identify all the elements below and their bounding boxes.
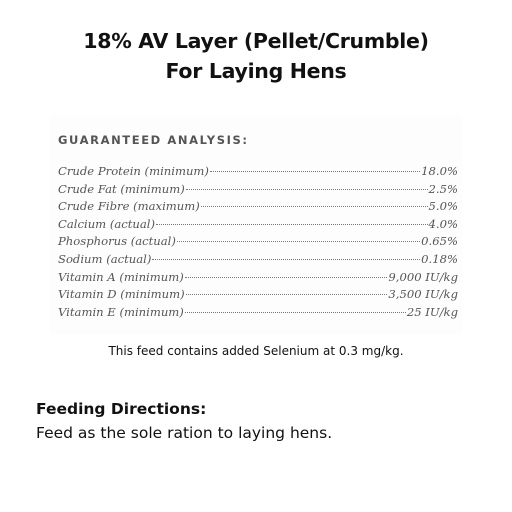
dot-leader [156,224,427,225]
dot-leader [152,259,420,260]
dot-leader [186,189,428,190]
nutrient-value: 25 IU/kg [406,304,458,319]
dot-leader [177,241,420,242]
feeding-directions-text: Feed as the sole ration to laying hens. [36,424,333,442]
feeding-directions-heading: Feeding Directions: [36,400,207,418]
nutrient-label: Crude Fat (minimum) [58,181,185,196]
nutrient-value: 4.0% [428,216,458,231]
analysis-row-vitamin-d [58,287,458,305]
nutrient-label: Crude Protein (minimum) [58,164,209,178]
analysis-row-phosphorus [58,234,458,252]
nutrient-label: Vitamin A (minimum) [58,269,184,284]
dot-leader [185,277,388,278]
analysis-row-crude-fat [58,182,458,200]
guaranteed-analysis-list [58,164,458,322]
dot-leader [186,294,388,295]
nutrient-value: 2.5% [428,181,458,196]
analysis-row-calcium [58,217,458,235]
dot-leader [201,206,428,207]
dot-leader [185,312,406,313]
nutrient-value: 3,500 IU/kg [388,287,458,302]
nutrient-value: 0.18% [421,251,458,266]
nutrient-value: 0.65% [421,234,458,249]
nutrient-label: Vitamin E (minimum) [58,304,184,319]
nutrient-label: Crude Fibre (maximum) [58,199,200,214]
product-title-line-1: 18% AV Layer (Pellet/Crumble) [83,29,429,53]
dot-leader [210,171,420,172]
nutrient-label: Sodium (actual) [58,251,152,266]
analysis-row-crude-fibre [58,199,458,217]
nutrient-label: Calcium (actual) [58,216,156,231]
analysis-row-vitamin-e [58,305,458,323]
analysis-row-crude-protein [58,164,458,182]
nutrient-value: 9,000 IU/kg [388,269,458,284]
analysis-row-sodium [58,252,458,270]
selenium-note: This feed contains added Selenium at 0.3 mg/kg. [108,344,404,358]
analysis-row-vitamin-a [58,270,458,288]
nutrient-label: Vitamin D (minimum) [58,287,185,302]
guaranteed-analysis-heading: GUARANTEED ANALYSIS: [58,133,249,147]
product-title-line-2: For Laying Hens [165,59,347,83]
nutrient-label: Phosphorus (actual) [58,234,176,249]
nutrient-value: 18.0% [421,164,458,178]
nutrient-value: 5.0% [428,199,458,214]
